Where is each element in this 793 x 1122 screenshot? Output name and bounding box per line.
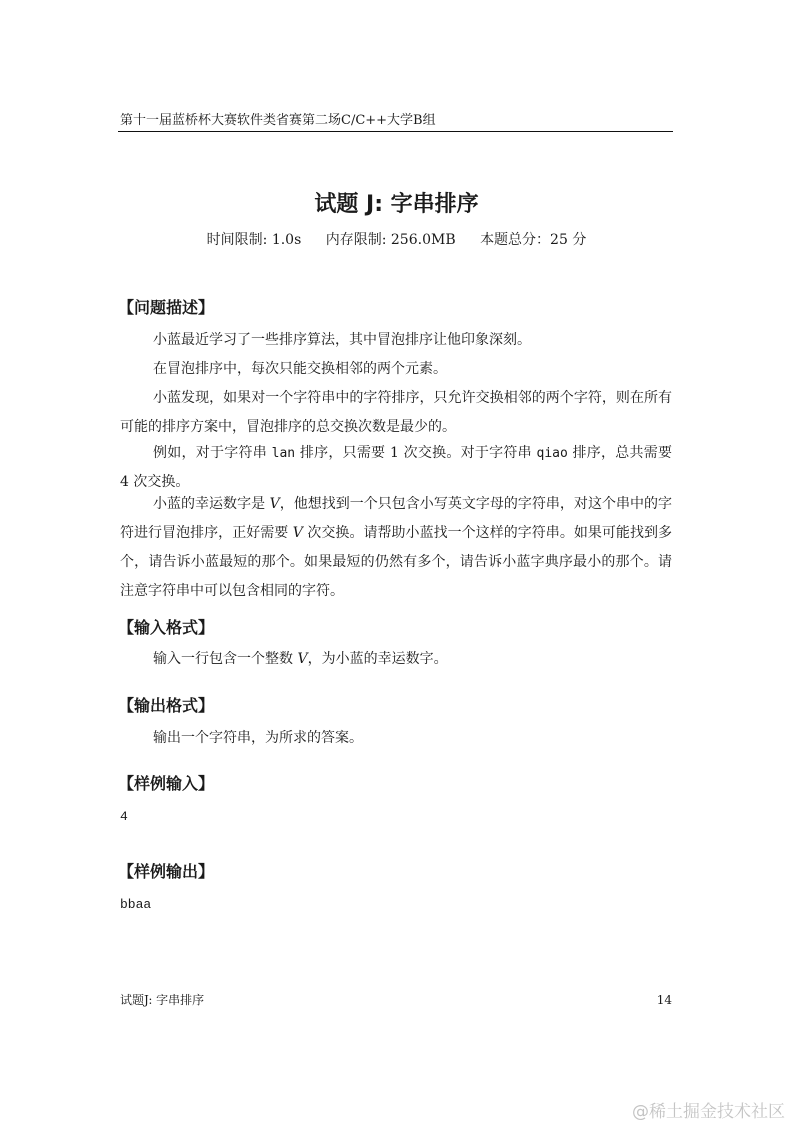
p5-text-c: 次交换。请帮助小蓝找一个这样的字符串。如果可能找到多个，请告诉小蓝最短的那个。如果最短的仍然有多个，请告诉小蓝字典序最小的那个。请注意字符串中可以包含相同的字符。 [120,525,673,599]
var-v: V [292,525,303,541]
var-v: V [297,651,308,667]
sample-output-value: bbaa [120,897,152,912]
sample-input-heading: 【样例输入】 [118,774,215,793]
memory-limit: 内存限制: 256.0MB [325,232,456,248]
sample-output-heading: 【样例输出】 [118,862,215,881]
score: 本题总分：25 分 [480,232,587,248]
output-format-heading: 【输出格式】 [118,696,215,715]
var-v: V [269,496,280,512]
p4-text-a: 例如，对于字符串 [153,445,272,461]
footer-title: 试题J: 字串排序 [120,993,205,1007]
page-number: 14 [656,993,672,1007]
code-lan: lan [271,446,296,461]
code-qiao: qiao [536,446,568,461]
header-rule [118,131,673,132]
problem-limits [0,230,793,250]
sample-input-value: 4 [120,809,128,824]
input-text-a: 输入一行包含一个整数 [153,651,298,667]
problem-title: 试题 J: 字串排序 [314,192,479,217]
description-p1: 小蓝最近学习了一些排序算法，其中冒泡排序让他印象深刻。 [153,332,531,348]
time-limit: 时间限制: 1.0s [206,232,302,248]
description-p5 [120,490,672,606]
input-format-text [120,645,672,674]
description-heading: 【问题描述】 [118,298,215,317]
output-format-text: 输出一个字符串，为所求的答案。 [153,730,363,746]
running-header: 第十一届蓝桥杯大赛软件类省赛第二场C/C++大学B组 [120,113,436,128]
p5-text-b: ，他想找到一个只包含小写英文字母的字符串，对这个串中的字符进行冒泡排序，正好需要 [120,496,673,541]
watermark: @稀土掘金技术社区 [632,1102,785,1122]
description-p2: 在冒泡排序中，每次只能交换相邻的两个元素。 [153,361,447,377]
description-p3: 小蓝发现，如果对一个字符串中的字符排序，只允许交换相邻的两个字符，则在所有可能的排序方案中，冒泡排序的总交换次数是最少的。 [120,390,672,435]
p4-text-b: 排序，只需要 1 次交换。对于字符串 [295,445,537,461]
p4-text-c: 排序，总共需要 4 次交换。 [120,445,672,490]
input-text-b: ，为小蓝的幸运数字。 [307,651,448,667]
description-p4 [120,439,672,497]
input-format-heading: 【输入格式】 [118,618,215,637]
p5-text-a: 小蓝的幸运数字是 [153,496,270,512]
